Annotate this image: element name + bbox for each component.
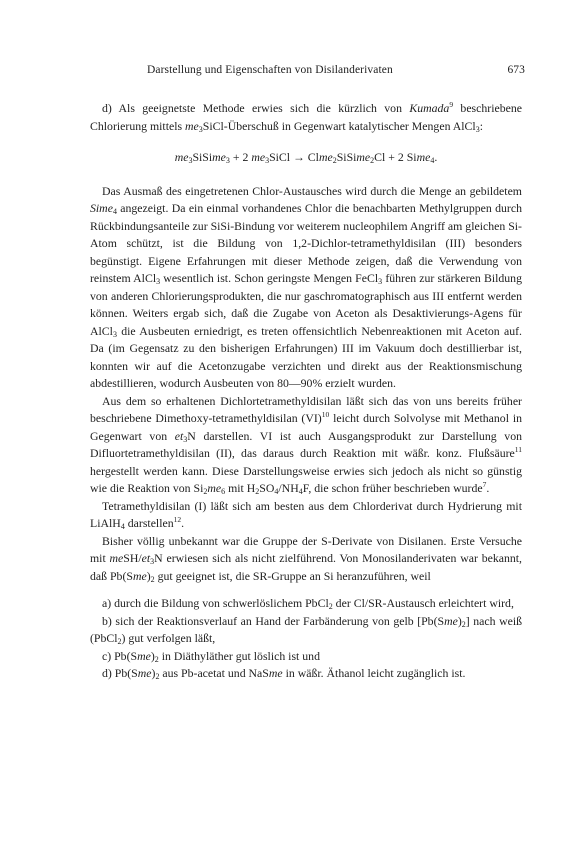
reference-9: 9 — [449, 100, 454, 109]
text-fragment: beschriebene Chlorierung mittels — [90, 101, 522, 133]
text-fragment: 4 — [274, 487, 279, 496]
text-fragment: Si — [192, 150, 203, 164]
text-fragment: 4 — [112, 207, 117, 216]
text-fragment: 2 — [117, 637, 122, 646]
text-fragment: Si — [202, 150, 213, 164]
text-fragment: 2 — [461, 619, 466, 629]
author-name: Kumada — [409, 101, 450, 115]
text-fragment: c) Pb(S — [102, 648, 138, 663]
text-fragment: me — [185, 118, 199, 133]
text-fragment: SiCl — [269, 150, 291, 164]
text-fragment: N erwiesen sich als nicht zielführend. Von Monosilanderivaten war bekannt, daß Pb(S — [90, 551, 522, 583]
text-fragment: 3 — [183, 434, 188, 444]
text-fragment: me — [207, 481, 222, 495]
text-fragment: ) — [457, 613, 462, 628]
page-body — [90, 100, 522, 683]
text-fragment: 2 — [155, 672, 160, 681]
text-fragment: me — [109, 551, 124, 565]
text-fragment: Aus dem so erhaltenen Dichlortetramethyldisilan läßt sich das von uns bereits früher beschriebene Dimethoxy-tetramethyldisilan (VI) — [90, 393, 522, 425]
paragraph-chlorination-method — [90, 100, 522, 135]
text-fragment: ] nach weiß (PbCl — [90, 613, 522, 645]
text-fragment: 3 — [475, 124, 480, 134]
text-fragment: Si — [406, 150, 417, 164]
text-fragment: me — [318, 150, 333, 164]
text-fragment: Si — [346, 150, 357, 164]
text-fragment: me — [137, 666, 152, 680]
text-fragment: ) gut verfolgen läßt, — [121, 631, 216, 645]
text-fragment: angezeigt. Da ein einmal vorhandenes Chlor die benachbarten Methylgruppen durch Rückbindungsanteile zur SiSi-Bindung vor weiterem nucleophilem Angriff am gleichen Si-Atom schützt, ist die Bildung von 1,2-Dichlor-tetramethyldisilan (III) besonders begünstigt. Eigene Erfahrungen mit dieser Methode zeigen, daß die Verwendung von reinstem AlCl — [90, 201, 522, 285]
text-fragment: + — [229, 150, 243, 164]
text-fragment: wesentlich ist. Schon geringste Mengen FeCl — [160, 271, 379, 285]
text-fragment: me — [212, 150, 226, 164]
paragraph-tetramethyldisilan — [90, 498, 522, 533]
text-fragment: Tetramethyldisilan (I) läßt sich am besten aus dem Chlorderivat durch Hydrierung mit LiAlH — [90, 498, 522, 530]
text-fragment: 2 — [332, 156, 337, 165]
text-fragment: ) — [151, 666, 156, 680]
text-fragment: 2 — [203, 487, 208, 496]
text-fragment: der Cl/SR-Austausch erleichtert wird, — [332, 596, 514, 610]
text-fragment: b) sich der Reaktionsverlauf an Hand der Farbänderung von gelb [Pb(S — [102, 613, 445, 628]
reference-10: 10 — [321, 410, 330, 419]
text-fragment: Das Ausmaß des eingetretenen Chlor-Austausches wird durch die Menge an gebildetem — [102, 183, 522, 198]
paragraph-chlorine-exchange — [90, 183, 522, 393]
text-fragment: : — [479, 118, 483, 133]
text-fragment: me — [251, 150, 266, 164]
text-fragment: SH/ — [123, 551, 142, 565]
text-fragment: me — [132, 568, 147, 583]
list-item-a — [90, 595, 522, 613]
text-fragment: N darstellen. VI ist auch Ausgangsprodukt zur Darstellung von Difluortetramethyldisilan (II), das daraus durch Reaktion mit wäßr. konz. Flußsäure — [90, 428, 522, 460]
text-fragment: 2 — [370, 156, 375, 165]
reaction-equation: $me_3SiSime_3 + 2$ $me_3SiCl$ → Clme$_2$SiSime$_2$Cl + 2 Sime$_4$. — [174, 150, 438, 165]
text-fragment: 2 — [397, 150, 407, 164]
text-fragment: et — [174, 428, 184, 443]
text-fragment: 4 — [298, 487, 303, 496]
text-fragment: d) Als geeignetste Methode erwies sich die kürzlich von — [102, 101, 410, 115]
text-fragment: gut geeignet ist, die SR-Gruppe an Si heranzuführen, weil — [154, 568, 431, 583]
text-fragment: Cl — [374, 150, 386, 164]
text-fragment: Sime — [90, 201, 113, 215]
text-fragment: führen zur stärkeren Bildung von anderen Chlorierungsprodukten, die nur gaschromatographisch aus III entfernt werden können. Weiters ergab sich, daß die Zugabe von Aceton als Desaktivierungs-Agens für AlCl — [90, 271, 522, 338]
text-fragment: me — [268, 666, 283, 680]
text-fragment: in Diäthyläther gut löslich ist und — [158, 648, 320, 663]
text-fragment: me — [356, 150, 371, 164]
text-fragment: . — [486, 481, 490, 495]
page-number: 673 — [507, 64, 525, 76]
list-item-b — [90, 613, 522, 648]
list-item-d — [90, 665, 522, 683]
running-title: Darstellung und Eigenschaften von Disilanderivaten — [147, 64, 393, 76]
reaction-arrow-icon: → — [290, 150, 308, 164]
text-fragment: me — [137, 648, 151, 663]
text-fragment: 2 — [150, 574, 155, 584]
text-fragment: a) durch die Bildung von schwerlöslichem PbCl — [102, 596, 329, 610]
text-fragment: Si — [336, 150, 347, 164]
text-fragment: aus Pb-acetat und NaS — [159, 666, 269, 680]
text-fragment: 3 — [265, 156, 270, 165]
text-fragment: hergestellt werden kann. Diese Darstellungsweise erwies sich jedoch als nicht so günstig wie die Reaktion von Si — [90, 463, 522, 495]
text-fragment: me — [416, 150, 431, 164]
text-fragment: 3 — [112, 329, 117, 339]
text-fragment: 3 — [225, 156, 230, 165]
text-fragment: SO — [259, 481, 275, 495]
text-fragment: SiCl-Überschuß in Gegenwart katalytischer Mengen AlCl — [202, 118, 476, 133]
reference-7: 7 — [482, 480, 487, 489]
text-fragment: 2 — [328, 602, 333, 611]
text-fragment: /NH — [278, 481, 299, 495]
text-fragment: 3 — [198, 124, 203, 134]
text-fragment: 2 — [242, 150, 252, 164]
text-fragment: 4 — [120, 522, 125, 531]
text-fragment: 4 — [430, 156, 435, 165]
text-fragment: in wäßr. Äthanol leicht zugänglich ist. — [282, 666, 466, 680]
text-fragment: et — [141, 551, 151, 565]
text-fragment: 3 — [188, 156, 193, 165]
list-item-c — [90, 648, 522, 666]
text-fragment: 2 — [255, 487, 260, 496]
text-fragment: 3 — [156, 277, 161, 286]
text-fragment: . — [181, 516, 185, 530]
text-fragment: Bisher völlig unbekannt war die Gruppe der S-Derivate von Disilanen. Erste Versuche mit — [90, 533, 522, 565]
text-fragment: ) — [150, 648, 155, 663]
text-fragment: F, die schon früher beschrieben wurde — [302, 481, 483, 495]
text-fragment: 3 — [150, 557, 155, 566]
text-fragment: + — [385, 150, 398, 164]
text-fragment: Cl — [307, 150, 319, 164]
text-fragment: darstellen — [124, 516, 174, 530]
text-fragment: mit H — [225, 481, 256, 495]
text-fragment: die Ausbeuten erniedrigt, es treten offensichtlich Nebenreaktionen mit Aceton auf. Da (im Gegensatz zu den bisherigen Erfahrungen) III im Vakuum doch destillierbar ist, konnten wir auf die Acetonzugabe verzichten und direkt aus der Reaktionsmischung abdestillieren, wodurch Ausbeuten von 80—90% erzielt wurden. — [90, 323, 522, 390]
text-fragment: d) Pb(S — [102, 666, 138, 680]
paragraph-dimethoxy — [90, 393, 522, 498]
text-fragment: me — [444, 613, 458, 628]
text-fragment: 6 — [221, 487, 226, 496]
text-fragment: 2 — [154, 654, 159, 664]
text-fragment: ) — [146, 568, 151, 583]
paragraph-s-derivatives — [90, 533, 522, 586]
reference-12: 12 — [173, 515, 182, 524]
reference-11: 11 — [514, 445, 522, 454]
text-fragment: leicht durch Solvolyse mit Methanol in Gegenwart von — [90, 411, 522, 443]
text-fragment: 3 — [378, 277, 383, 286]
text-fragment: me — [174, 150, 189, 164]
